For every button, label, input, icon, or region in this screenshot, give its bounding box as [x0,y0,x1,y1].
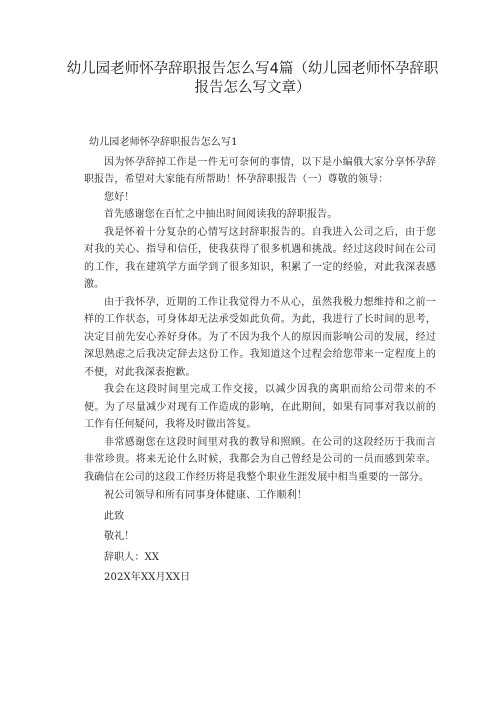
body-paragraph-2: 我是怀着十分复杂的心情写这封辞职报告的。自我进入公司之后，由于您对我的关心、指导和信任，使我获得了很多机遇和挑战。经过这段时间在公司的工作，我在建筑学方面学到了很多知识，积累了一定的经验，对此我深表感激。 [84,226,436,290]
document-title: 幼儿园老师怀孕辞职报告怎么写4篇（幼儿园老师怀孕辞职报告怎么写文章） [66,61,439,96]
body-paragraph-1: 首先感谢您在百忙之中抽出时间阅读我的辞职报告。 [104,209,338,220]
body-paragraph-5: 非常感谢您在这段时间里对我的教导和照顾。在公司的这段经历于我而言非常珍贵。将来无论什么时候，我都会为自己曾经是公司的一员而感到荣幸。我确信在公司的这段工作经历将是我整个职业生涯发展中相当重要的一部分。 [84,436,436,483]
regards-line: 敬礼！ [104,531,135,542]
body-paragraph-4: 我会在这段时间里完成工作交接，以减少因我的离职而给公司带来的不便。为了尽量减少对现有工作造成的影响，在此期间，如果有同事对我以前的工作有任何疑问，我将及时做出答复。 [84,384,436,430]
signer-line: 辞职人：XX [104,551,160,563]
section-subheading: 幼儿园老师怀孕辞职报告怎么写1 [89,137,238,148]
salutation-line: 此致 [104,510,125,522]
date-line: 202X年XX月XX日 [104,572,191,583]
wishes-line: 祝公司领导和所有同事身体健康、工作顺利！ [104,490,307,501]
intro-paragraph: 因为怀孕辞掉工作是一件无可奈何的事情，以下是小编俄大家分享怀孕辞职报告，希望对大家能有所帮助！怀孕辞职报告（一）尊敬的领导： [84,156,436,185]
body-paragraph-3: 由于我怀孕，近期的工作让我觉得力不从心，虽然我极力想维持和之前一样的工作状态，可身体却无法承受如此负荷。为此，我进行了长时间的思考，决定目前先安心养好身体。为了不因为我个人的原因而影响公司的发展，经过深思熟虑之后我决定辞去这份工作。我知道这个过程会给您带来一定程度上的不便，对此我深表抱歉。 [84,296,436,378]
document-body [84,134,436,589]
greeting-line: 您好！ [104,191,135,203]
